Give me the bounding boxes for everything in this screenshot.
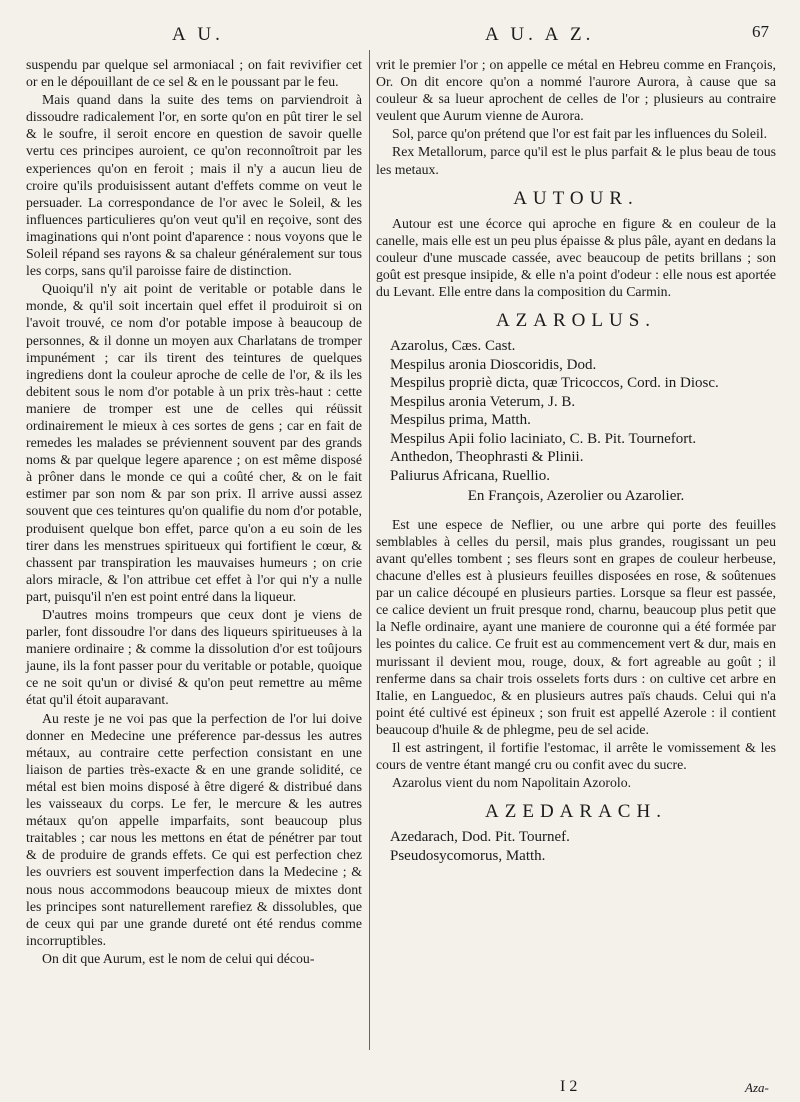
synonym-line: Mespilus aronia Veterum, J. B.	[390, 393, 576, 410]
french-name: En François, Azerolier ou Azarolier.	[467, 488, 685, 505]
paragraph: D'autres moins trompeurs que ceux dont je viens de parler, font dissoudre l'or dans des liqueurs spiritueuses à la maniere ordinaire ; & comme la dissolution d'or est toûjours jaune, ils la font passer pour du veritable or potable, quoique ce ne soit qu'un or divisé & qu'on peut remettre au même état qu'il étoit auparavant.	[26, 607, 362, 708]
paragraph: Sol, parce qu'on prétend que l'or est fait par les influences du Soleil.	[392, 126, 768, 142]
synonym-line: Azedarach, Dod. Pit. Tournef.	[390, 829, 570, 846]
synonym-line: Anthedon, Theophrasti & Plinii.	[390, 449, 584, 466]
paragraph: Quoiqu'il n'y ait point de veritable or potable dans le monde, & qu'il soit incertain quel effet il produiroit si on l'avoit trouvé, ce nom d'or potable impose à beaucoup de personnes, & il donne un moyen aux Charlatans de tromper impunément ; car ils tirent des teintures de quelques ingrediens dont la couleur aproche de celle de l'or, & ils les debitent sous le nom d'or potable à un prix très-haut : cette maniere de tromper est une de celles qui réüssit ordinairement le mieux à ces sortes de gens ; car en fait de remedes les malades se préviennent souvent par des grands noms & par quelque legere aparence ; on est même disposé à prôner dans le monde ce qui a coûté cher, & on le fait estimer par son nom & par son prix. Il arrive aussi assez souvent que ces teintures qu'on qualifie du nom d'or potable, produisent quelque bon effet, parce qu'on a eu soin de les tirer dans les menstrues spiritueux qui fortifient le cœur, & chassent par transpiration les mauvaises humeurs ; on crie alors miracle, & l'on attribue cet effet à l'or qui n'y a nulle part, puisqu'il n'en est point entré dans la liqueur.	[26, 281, 362, 604]
running-head	[0, 20, 800, 50]
column-divider	[369, 50, 370, 1050]
paragraph: Au reste je ne voi pas que la perfection de l'or lui doive donner en Medecine une préference par-dessus les autres métaux, au contraire cette perfection consistant en une liaison de parties très-exacte & en une grande solidité, ce métal est bien moins disposé à être digeré & distribué dans les vaisseaux du corps. Le fer, le mercure & les autres métaux qu'on appelle imparfaits, sont beaucoup plus traitables ; car nous les mettons en état de pénétrer par tout & de produire de grands effets. Ce qui est perfection chez les ouvriers est souvent imperfection dans la Medecine ; & nous nous accommodons beaucoup mieux de mixtes dont les principes sont naturellement rarefiez & dissolubles, que de ceux qui par une grande dureté ont été rendus comme incorruptibles.	[26, 710, 362, 948]
paragraph: Il est astringent, il fortifie l'estomac, il arrête le vomissement & les cours de ventre étant mangé cru ou confit avec du sucre.	[376, 740, 776, 773]
paragraph: Rex Metallorum, parce qu'il est le plus parfait & le plus beau de tous les metaux.	[376, 144, 776, 177]
entry-heading-autour: AUTOUR.	[513, 187, 639, 209]
paragraph: Azarolus vient du nom Napolitain Azorolo.	[392, 775, 632, 791]
paragraph: Autour est une écorce qui aproche en figure & en couleur de la canelle, mais elle est un peu plus épaisse & plus pâle, ayant en dedans la couleur d'une muscade cassée, avec beaucoup de petits brillans ; son goût est presque insipide, & elle n'a point d'odeur : elle nous est aportée du Levant. Elle entre dans la composition du Carmin.	[376, 215, 776, 300]
synonym-line: Paliurus Africana, Ruellio.	[390, 467, 550, 484]
entry-heading-azedarach: AZEDARACH.	[485, 801, 667, 823]
paragraph: Mais quand dans la suite des tems on parviendroit à dissoudre radicalement l'or, en sorte qu'on en pût tirer le sel & le soufre, il seroit encore en question de savoir quelle vertu ces principes auroient, ce qu'on reconnoîtroit par les experiences qu'on en feroit ; mais il n'y a aucun lieu de croire qu'ils produisissent autant d'effets comme on veut le persuader. La correspondance de l'or avec le Soleil, & les influences particulieres qu'on veut qu'il en reçoive, sont des imaginations qui n'ont point d'aparence : nous voyons que le Soleil répand ses rayons & sa chaleur généralement sur tous les corps, sans qu'il paroisse faire de distinction.	[26, 92, 362, 279]
running-head-left: A U.	[172, 24, 224, 45]
synonym-line: Mespilus Apii folio laciniato, C. B. Pit. Tournefort.	[390, 430, 697, 447]
signature-mark: I 2	[560, 1078, 578, 1095]
synonym-line: Pseudosycomorus, Matth.	[390, 847, 546, 864]
entry-heading-azarolus: AZAROLUS.	[495, 310, 657, 332]
synonym-line: Mespilus propriè dicta, quæ Tricoccos, Cord. in Diosc.	[390, 375, 719, 392]
paragraph: vrit le premier l'or ; on appelle ce métal en Hebreu comme en François, Or. On dit encore qu'on a nommé l'aurore Aurora, à cause que sa couleur & sa lueur aprochent de celles de l'or ; plusieurs au contraire veulent que Aurum vienne de Aurora.	[376, 57, 776, 124]
synonym-line: Mespilus prima, Matth.	[390, 412, 531, 429]
running-head-right: A U. A Z.	[485, 24, 595, 45]
right-column	[376, 56, 776, 865]
paragraph: Est une espece de Neflier, ou une arbre qui porte des feuilles semblables à celles du persil, mais plus grandes, rougissant un peu avant qu'elles tombent ; ses fleurs sont en grapes de couleur herbeuse, chacune d'elles est à plusieurs feuilles disposées en rose, & soûtenues par un calice découpé en plusieurs parties. Lorsque sa fleur est passée, ce calice devient un fruit presque rond, charnu, beaucoup plus petit que la Nefle ordinaire, ayant une maniere de couronne qui a été formée par les pointes du calice. Ce fruit est au commencement vert & dur, mais en murissant il devient mou, rouge, doux, & fort agreable au goût ; il renferme dans sa chair trois osselets forts durs : on cultive cet arbre en Italie, en Languedoc, & en plusieurs autres païs chauds. Celui qui n'a point été cultivé est épineux ; son fruit est appellé Azerole : il contient beaucoup d'huile & de phlegme, peu de sel acide.	[376, 516, 776, 737]
page-number: 67	[752, 22, 769, 41]
paragraph: On dit que Aurum, est le nom de celui qui décou-	[42, 950, 315, 966]
synonym-line: Mespilus aronia Dioscoridis, Dod.	[390, 356, 597, 373]
synonym-line: Azarolus, Cæs. Cast.	[390, 338, 516, 355]
catchword: Aza-	[745, 1080, 769, 1095]
paragraph: suspendu par quelque sel armoniacal ; on fait revivifier cet or en le dépouillant de ce sel & en le poussant par le feu.	[26, 57, 362, 90]
left-column	[26, 56, 362, 967]
